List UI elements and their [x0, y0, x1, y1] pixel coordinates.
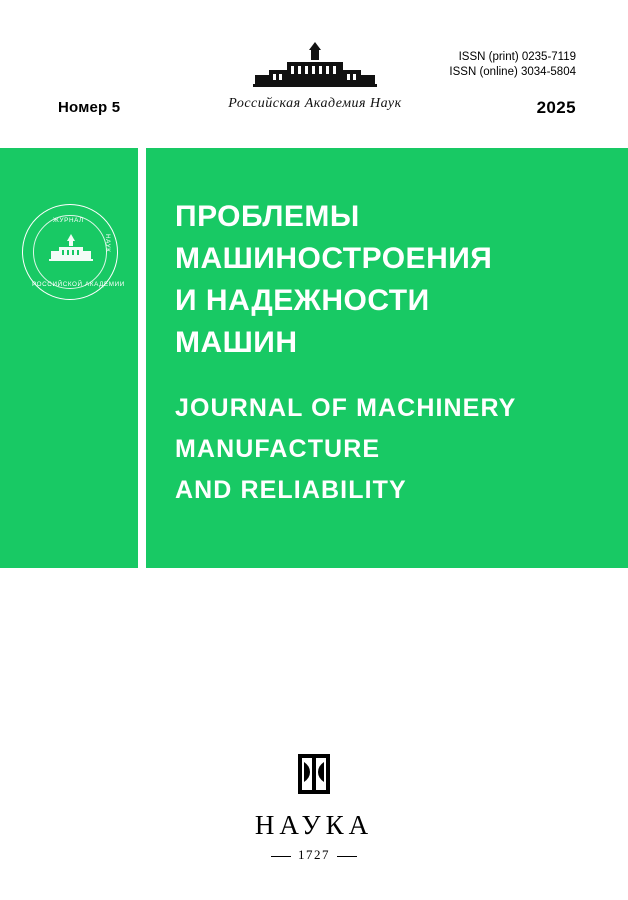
- stamp-right-text: НАУК: [104, 233, 112, 253]
- nauka-book-icon: [296, 752, 332, 796]
- title-en-line: MANUFACTURE: [175, 435, 381, 463]
- publisher-founded-year: 1727: [298, 847, 330, 862]
- title-ru-line: ПРОБЛЕМЫ: [175, 200, 360, 233]
- cover-header: [0, 0, 628, 148]
- title-ru-line: МАШИНОСТРОЕНИЯ: [175, 242, 493, 275]
- rule-left: [271, 856, 291, 857]
- green-panel-left: [0, 148, 138, 568]
- issue-number: Номер 5: [58, 99, 121, 116]
- stamp-top-text: ЖУРНАЛ: [53, 217, 84, 224]
- journal-title-ru: [175, 196, 605, 364]
- publisher-block: [0, 752, 628, 863]
- rule-right: [337, 856, 357, 857]
- issn-block: [449, 50, 576, 80]
- issn-print: ISSN (print) 0235-7119: [458, 51, 576, 63]
- journal-stamp: [22, 204, 125, 300]
- publisher-name: НАУКА: [254, 810, 374, 840]
- title-en-line: JOURNAL OF MACHINERY: [175, 394, 517, 422]
- stamp-bottom-text: РОССИЙСКОЙ АКАДЕМИИ: [32, 281, 125, 288]
- title-ru-line: И НАДЕЖНОСТИ: [175, 284, 430, 317]
- publisher-founded: [0, 847, 628, 863]
- title-en-line: AND RELIABILITY: [175, 476, 407, 504]
- publication-year: 2025: [536, 98, 576, 117]
- journal-title-en: [175, 388, 605, 511]
- issn-online: ISSN (online) 3034-5804: [449, 66, 576, 78]
- ras-building-icon: [225, 42, 405, 122]
- title-ru-line: МАШИН: [175, 326, 298, 359]
- academy-caption: Российская Академия Наук: [228, 96, 402, 111]
